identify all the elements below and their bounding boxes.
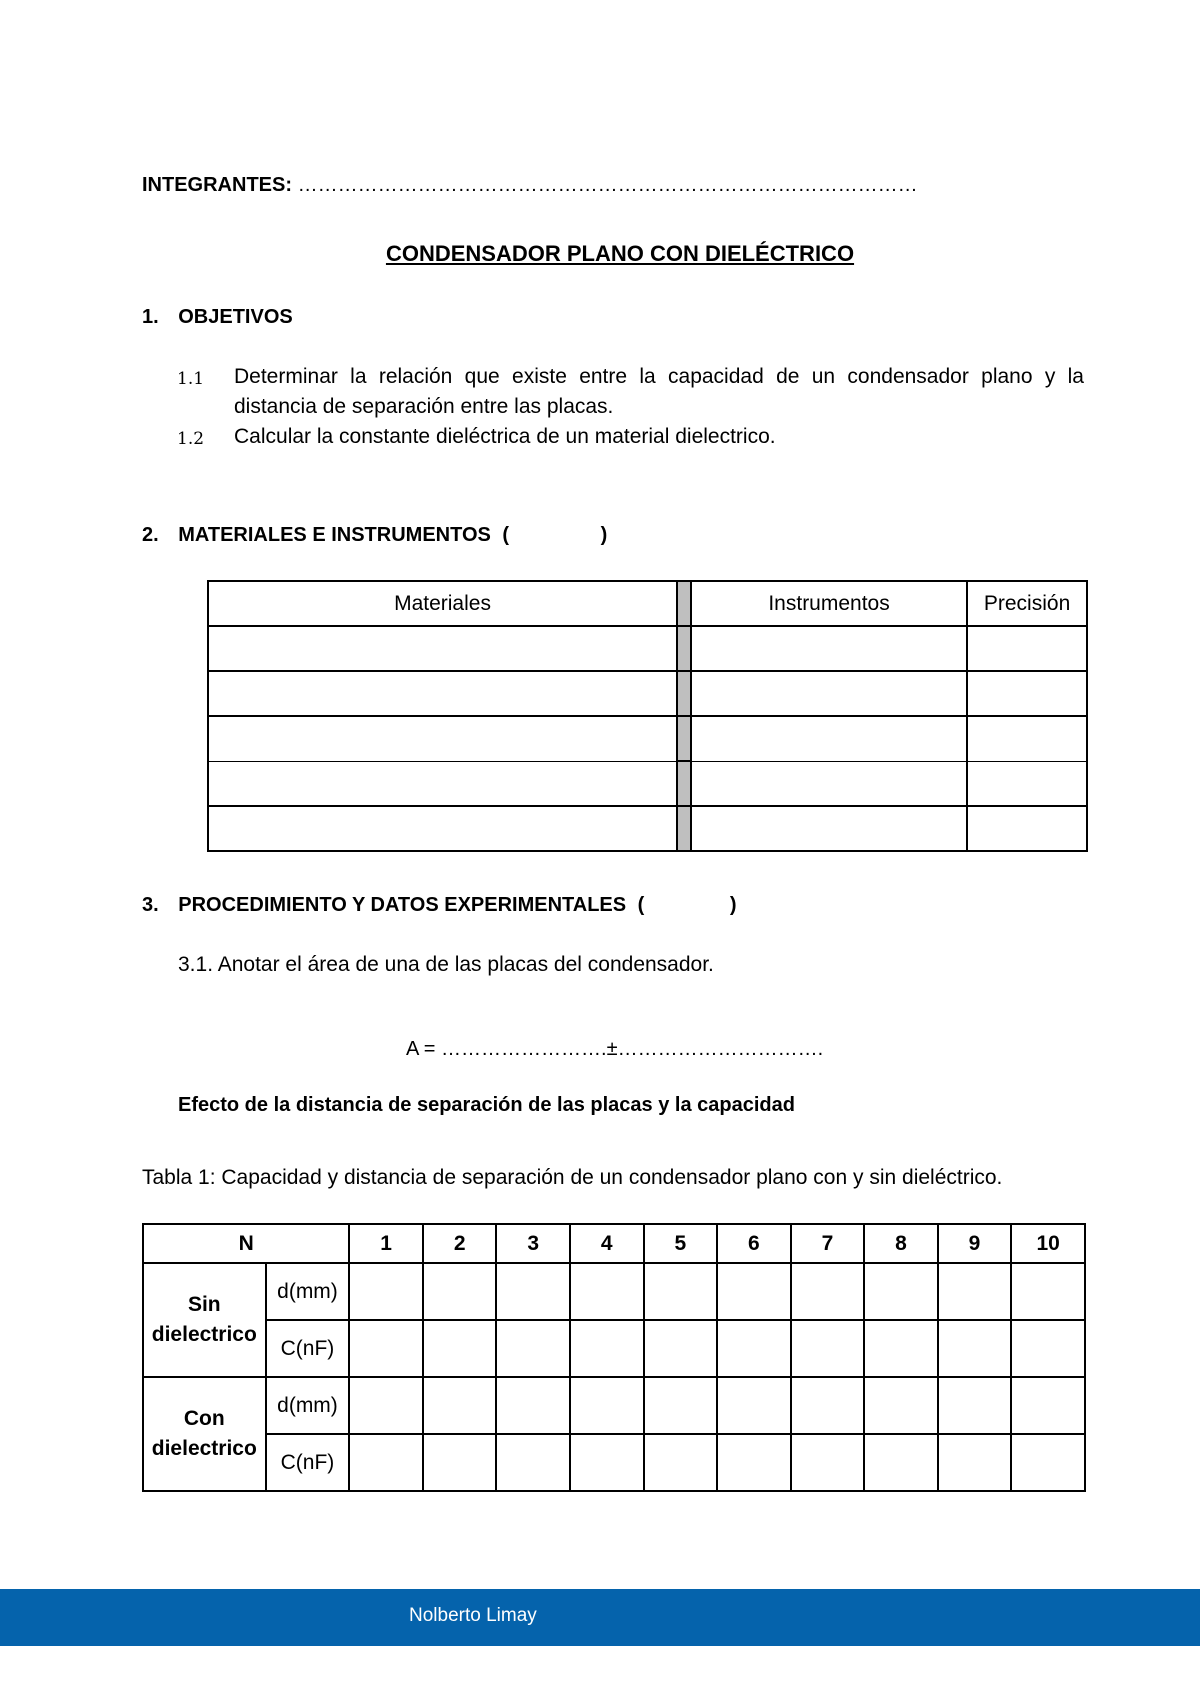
materials-table-header bbox=[208, 581, 1087, 626]
table-separator bbox=[677, 806, 691, 851]
section2-number: 2. bbox=[142, 524, 159, 546]
data-cell[interactable] bbox=[717, 1434, 791, 1491]
data-cell[interactable] bbox=[423, 1320, 497, 1377]
header-col-5: 5 bbox=[644, 1224, 718, 1263]
data-cell[interactable] bbox=[496, 1377, 570, 1434]
capacity-data-table bbox=[142, 1223, 1086, 1492]
section3-title: PROCEDIMIENTO Y DATOS EXPERIMENTALES bbox=[178, 894, 627, 916]
data-cell[interactable] bbox=[496, 1320, 570, 1377]
instrument-cell[interactable] bbox=[691, 806, 967, 851]
precision-cell[interactable] bbox=[967, 716, 1087, 761]
table-separator bbox=[677, 581, 691, 626]
data-cell[interactable] bbox=[864, 1434, 938, 1491]
section2-paren-open: ( bbox=[502, 524, 510, 546]
instrument-cell[interactable] bbox=[691, 671, 967, 716]
data-cell[interactable] bbox=[496, 1434, 570, 1491]
section2-title: MATERIALES E INSTRUMENTOS bbox=[178, 524, 491, 546]
data-cell[interactable] bbox=[938, 1320, 1012, 1377]
data-cell[interactable] bbox=[1011, 1263, 1085, 1320]
unit-d-mm: d(mm) bbox=[266, 1263, 350, 1320]
material-cell[interactable] bbox=[208, 716, 677, 761]
header-col-6: 6 bbox=[717, 1224, 791, 1263]
table-separator bbox=[677, 761, 691, 806]
instrument-cell[interactable] bbox=[691, 761, 967, 806]
data-cell[interactable] bbox=[423, 1263, 497, 1320]
data-cell[interactable] bbox=[864, 1263, 938, 1320]
data-cell[interactable] bbox=[570, 1377, 644, 1434]
objective-text-2: Calcular la constante dieléctrica de un material dielectrico. bbox=[234, 425, 776, 448]
precision-cell[interactable] bbox=[967, 626, 1087, 671]
table-separator bbox=[677, 716, 691, 761]
table-caption: Tabla 1: Capacidad y distancia de separación de un condensador plano con y sin dieléctrico. bbox=[142, 1166, 1003, 1189]
unit-d-mm: d(mm) bbox=[266, 1377, 350, 1434]
integrantes-dots: ………………………………………………………………………………… bbox=[297, 174, 918, 196]
group-con-line2: dielectrico bbox=[151, 1437, 257, 1460]
data-cell[interactable] bbox=[1011, 1434, 1085, 1491]
section2-heading bbox=[142, 524, 607, 547]
section3-paren-close: ) bbox=[729, 894, 737, 916]
data-cell[interactable] bbox=[791, 1377, 865, 1434]
section3-paren-open: ( bbox=[637, 894, 645, 916]
header-n: N bbox=[143, 1224, 349, 1263]
data-cell[interactable] bbox=[423, 1434, 497, 1491]
materials-row bbox=[208, 716, 1087, 761]
step-3-1: 3.1. Anotar el área de una de las placas del condensador. bbox=[178, 953, 714, 976]
objective-text-1-line2: distancia de separación entre las placas. bbox=[234, 395, 614, 418]
header-materiales: Materiales bbox=[208, 581, 677, 626]
header-col-9: 9 bbox=[938, 1224, 1012, 1263]
precision-cell[interactable] bbox=[967, 806, 1087, 851]
data-cell[interactable] bbox=[864, 1377, 938, 1434]
data-cell[interactable] bbox=[644, 1434, 718, 1491]
data-cell[interactable] bbox=[423, 1377, 497, 1434]
integrantes-line bbox=[142, 174, 918, 197]
header-col-2: 2 bbox=[423, 1224, 497, 1263]
unit-c-nf: C(nF) bbox=[266, 1434, 350, 1491]
data-cell[interactable] bbox=[791, 1434, 865, 1491]
section1-heading bbox=[142, 306, 293, 329]
objective-text-1-line1: Determinar la relación que existe entre la capacidad de un condensador plano y la bbox=[234, 365, 1084, 388]
data-table-header bbox=[143, 1224, 1085, 1263]
data-cell[interactable] bbox=[644, 1263, 718, 1320]
instrument-cell[interactable] bbox=[691, 716, 967, 761]
section1-title: OBJETIVOS bbox=[178, 306, 293, 328]
material-cell[interactable] bbox=[208, 806, 677, 851]
section2-paren-close: ) bbox=[600, 524, 608, 546]
integrantes-label: INTEGRANTES: bbox=[142, 174, 292, 196]
data-cell[interactable] bbox=[717, 1263, 791, 1320]
data-row-con-c bbox=[143, 1434, 1085, 1491]
data-cell[interactable] bbox=[570, 1263, 644, 1320]
data-cell[interactable] bbox=[570, 1434, 644, 1491]
data-cell[interactable] bbox=[938, 1434, 1012, 1491]
header-col-1: 1 bbox=[349, 1224, 423, 1263]
data-cell[interactable] bbox=[791, 1320, 865, 1377]
footer-author: Nolberto Limay bbox=[409, 1605, 537, 1626]
material-cell[interactable] bbox=[208, 626, 677, 671]
unit-c-nf: C(nF) bbox=[266, 1320, 350, 1377]
objective-number-2: 1.2 bbox=[177, 429, 205, 449]
header-col-10: 10 bbox=[1011, 1224, 1085, 1263]
materials-row bbox=[208, 761, 1087, 806]
effect-subheading: Efecto de la distancia de separación de las placas y la capacidad bbox=[178, 1094, 795, 1116]
table-separator bbox=[677, 626, 691, 671]
precision-cell[interactable] bbox=[967, 761, 1087, 806]
materials-row bbox=[208, 626, 1087, 671]
data-row-sin-c bbox=[143, 1320, 1085, 1377]
header-col-4: 4 bbox=[570, 1224, 644, 1263]
materials-row bbox=[208, 671, 1087, 716]
data-cell[interactable] bbox=[496, 1263, 570, 1320]
header-col-8: 8 bbox=[864, 1224, 938, 1263]
data-cell[interactable] bbox=[864, 1320, 938, 1377]
header-instrumentos: Instrumentos bbox=[691, 581, 967, 626]
data-cell[interactable] bbox=[644, 1377, 718, 1434]
data-cell[interactable] bbox=[570, 1320, 644, 1377]
group-con-dielectrico bbox=[143, 1377, 266, 1491]
materials-row bbox=[208, 806, 1087, 851]
instrument-cell[interactable] bbox=[691, 626, 967, 671]
header-col-3: 3 bbox=[496, 1224, 570, 1263]
header-col-7: 7 bbox=[791, 1224, 865, 1263]
material-cell[interactable] bbox=[208, 671, 677, 716]
group-sin-line1: Sin bbox=[187, 1293, 221, 1316]
material-cell[interactable] bbox=[208, 761, 677, 806]
page-title: CONDENSADOR PLANO CON DIELÉCTRICO bbox=[385, 241, 855, 266]
data-row-sin-d bbox=[143, 1263, 1085, 1320]
objective-number-1: 1.1 bbox=[177, 369, 205, 389]
area-formula: A = …………………….±…………………………. bbox=[406, 1038, 824, 1060]
data-cell[interactable] bbox=[1011, 1320, 1085, 1377]
data-cell[interactable] bbox=[938, 1263, 1012, 1320]
header-precision: Precisión bbox=[967, 581, 1087, 626]
data-cell[interactable] bbox=[938, 1377, 1012, 1434]
group-sin-dielectrico bbox=[143, 1263, 266, 1377]
precision-cell[interactable] bbox=[967, 671, 1087, 716]
materials-table bbox=[207, 580, 1088, 852]
data-cell[interactable] bbox=[349, 1434, 423, 1491]
data-cell[interactable] bbox=[349, 1377, 423, 1434]
data-row-con-d bbox=[143, 1377, 1085, 1434]
table-separator bbox=[677, 671, 691, 716]
footer-bar bbox=[0, 1589, 1200, 1646]
section1-number: 1. bbox=[142, 306, 159, 328]
data-cell[interactable] bbox=[717, 1377, 791, 1434]
data-cell[interactable] bbox=[644, 1320, 718, 1377]
section3-heading bbox=[142, 894, 737, 917]
data-cell[interactable] bbox=[791, 1263, 865, 1320]
data-cell[interactable] bbox=[1011, 1377, 1085, 1434]
group-con-line1: Con bbox=[183, 1407, 225, 1430]
data-cell[interactable] bbox=[349, 1320, 423, 1377]
data-cell[interactable] bbox=[717, 1320, 791, 1377]
data-cell[interactable] bbox=[349, 1263, 423, 1320]
group-sin-line2: dielectrico bbox=[151, 1323, 257, 1346]
section3-number: 3. bbox=[142, 894, 159, 916]
